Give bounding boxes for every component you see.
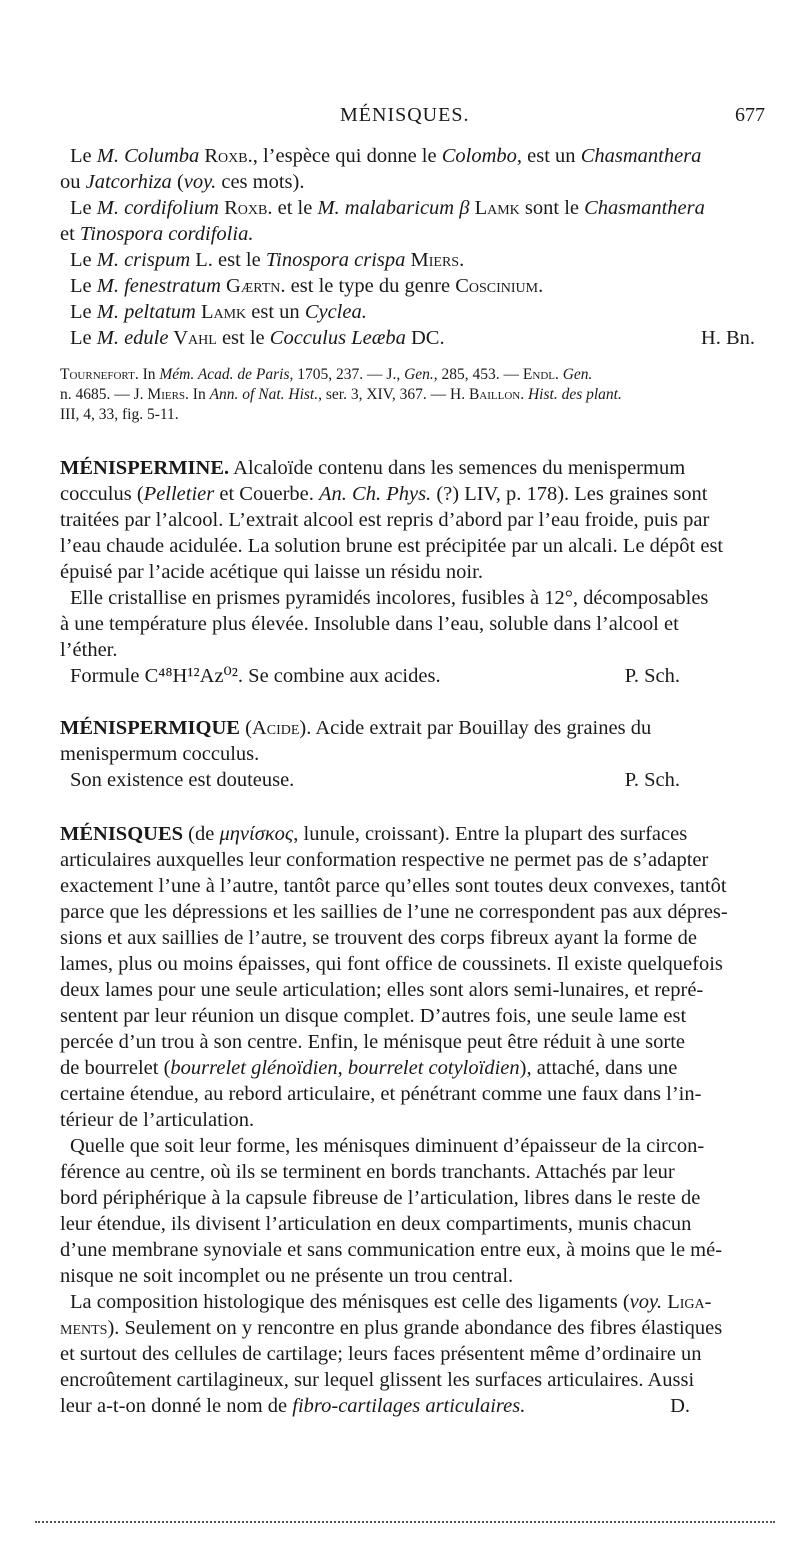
menispermine-line-8: l’éther.: [60, 639, 118, 661]
menisques-line-16: leur étendue, ils divisent l’articulation en deux compartiments, munis chacun: [60, 1213, 692, 1235]
menisques-line-23: leur a-t-on donné le nom de fibro-cartilages articulaires. D.: [60, 1395, 690, 1417]
page-header: [60, 100, 765, 134]
bottom-rule: [35, 1521, 775, 1523]
menisques-line-2: articulaires auxquelles leur conformation respective ne permet pas de s’adapter: [60, 849, 709, 871]
reference-line-3: III, 4, 33, fig. 5-11.: [60, 406, 179, 423]
menispermine-line-1: MÉNISPERMINE. Alcaloïde contenu dans les semences du menispermum: [60, 457, 686, 479]
menispermine-line-2: cocculus (Pelletier et Couerbe. An. Ch. Phys. (?) LIV, p. 178). Les graines sont: [60, 483, 708, 505]
entry-heading: MÉNISQUES: [60, 823, 184, 845]
species-line-2: ou Jatcorhiza (voy. ces mots).: [60, 171, 305, 193]
menisques-line-5: sions et aux saillies de l’autre, se trouvent des corps fibreux ayant la forme de: [60, 927, 698, 949]
running-title: MÉNISQUES.: [340, 104, 470, 126]
menisques-line-11: certaine étendue, au rebord articulaire, et pénétrant comme une faux dans l’in-: [60, 1083, 702, 1105]
species-line-7: Le M. peltatum Lamk est un Cyclea.: [70, 301, 367, 323]
menisques-line-7: deux lames pour une seule articulation; elles sont alors semi-lunaires, et repré-: [60, 979, 704, 1001]
menispermique-line-2: menispermum cocculus.: [60, 743, 260, 765]
menispermine-line-5: épuisé par l’acide acétique qui laisse un résidu noir.: [60, 561, 483, 583]
menisques-line-1: MÉNISQUES (de μηνίσκος, lunule, croissant). Entre la plupart des surfaces: [60, 823, 688, 845]
menispermique-line-1: MÉNISPERMIQUE (Acide). Acide extrait par Bouillay des graines du: [60, 717, 652, 739]
menisques-line-15: bord périphérique à la capsule fibreuse de l’articulation, libres dans le reste de: [60, 1187, 701, 1209]
menisques-line-10: de bourrelet (bourrelet glénoïdien, bourrelet cotyloïdien), attaché, dans une: [60, 1057, 678, 1079]
signature: P. Sch.: [624, 665, 680, 687]
signature: H. Bn.: [700, 327, 755, 349]
menispermine-line-7: à une température plus élevée. Insoluble dans l’eau, soluble dans l’alcool et: [60, 613, 679, 635]
entry-heading: MÉNISPERMIQUE: [60, 717, 240, 739]
entry-heading: MÉNISPERMINE.: [60, 457, 230, 479]
menispermine-line-9: Formule C⁴⁸H¹²Az⁰². Se combine aux acides. P. Sch.: [70, 665, 680, 687]
menisques-line-4: parce que les dépressions et les saillies de l’une ne correspondent pas aux dépres-: [60, 901, 728, 923]
species-line-3: Le M. cordifolium Roxb. et le M. malabaricum β Lamk sont le Chasmanthera: [70, 197, 705, 219]
menisques-line-13: Quelle que soit leur forme, les ménisques diminuent d’épaisseur de la circon-: [70, 1135, 705, 1157]
species-line-8: Le M. edule Vahl est le Cocculus Leæba DC. H. Bn.: [70, 327, 755, 349]
menisques-line-3: exactement l’une à l’autre, tantôt parce qu’elles sont toutes deux convexes, tantôt: [60, 875, 727, 897]
menispermine-line-6: Elle cristallise en prismes pyramidés incolores, fusibles à 12°, décomposables: [70, 587, 709, 609]
species-line-6: Le M. fenestratum Gærtn. est le type du genre Coscinium.: [70, 275, 544, 297]
menisques-line-9: percée d’un trou à son centre. Enfin, le ménisque peut être réduit à une sorte: [60, 1031, 685, 1053]
species-line-5: Le M. crispum L. est le Tinospora crispa Miers.: [70, 249, 465, 271]
menisques-line-21: et surtout des cellules de cartilage; leurs faces présentent même d’ordinaire un: [60, 1343, 702, 1365]
reference-line-2: n. 4685. — J. Miers. In Ann. of Nat. Hist., ser. 3, XIV, 367. — H. Baillon. Hist. des plant.: [60, 386, 622, 403]
signature: P. Sch.: [624, 769, 680, 791]
menisques-line-8: sentent par leur réunion un disque complet. D’autres fois, une seule lame est: [60, 1005, 687, 1027]
menisques-line-19: La composition histologique des ménisques est celle des ligaments (voy. Liga-: [70, 1291, 712, 1313]
menispermine-line-3: traitées par l’alcool. L’extrait alcool est repris d’abord par l’eau froide, puis par: [60, 509, 710, 531]
reference-line-1: Tournefort. In Mém. Acad. de Paris, 1705, 237. — J., Gen., 285, 453. — Endl. Gen.: [60, 366, 593, 383]
menisques-line-14: férence au centre, où ils se terminent en bords tranchants. Attachés par leur: [60, 1161, 675, 1183]
signature: D.: [670, 1395, 690, 1417]
menisques-line-18: nisque ne soit incomplet ou ne présente un trou central.: [60, 1265, 514, 1287]
page-number: 677: [735, 104, 765, 126]
menispermine-line-4: l’eau chaude acidulée. La solution brune est précipitée par un alcali. Le dépôt est: [60, 535, 724, 557]
menispermique-line-3: Son existence est douteuse. P. Sch.: [70, 769, 680, 791]
menisques-line-6: lames, plus ou moins épaisses, qui font office de coussinets. Il existe quelquefois: [60, 953, 723, 975]
menisques-line-22: encroûtement cartilagineux, sur lequel glissent les surfaces articulaires. Aussi: [60, 1369, 695, 1391]
species-line-4: et Tinospora cordifolia.: [60, 223, 254, 245]
menisques-line-20: ments). Seulement on y rencontre en plus grande abondance des fibres élastiques: [60, 1317, 723, 1339]
menisques-line-17: d’une membrane synoviale et sans communication entre eux, à moins que le mé-: [60, 1239, 723, 1261]
menisques-line-12: térieur de l’articulation.: [60, 1109, 255, 1131]
species-line-1: Le M. Columba Roxb., l’espèce qui donne le Colombo, est un Chasmanthera: [70, 145, 702, 167]
